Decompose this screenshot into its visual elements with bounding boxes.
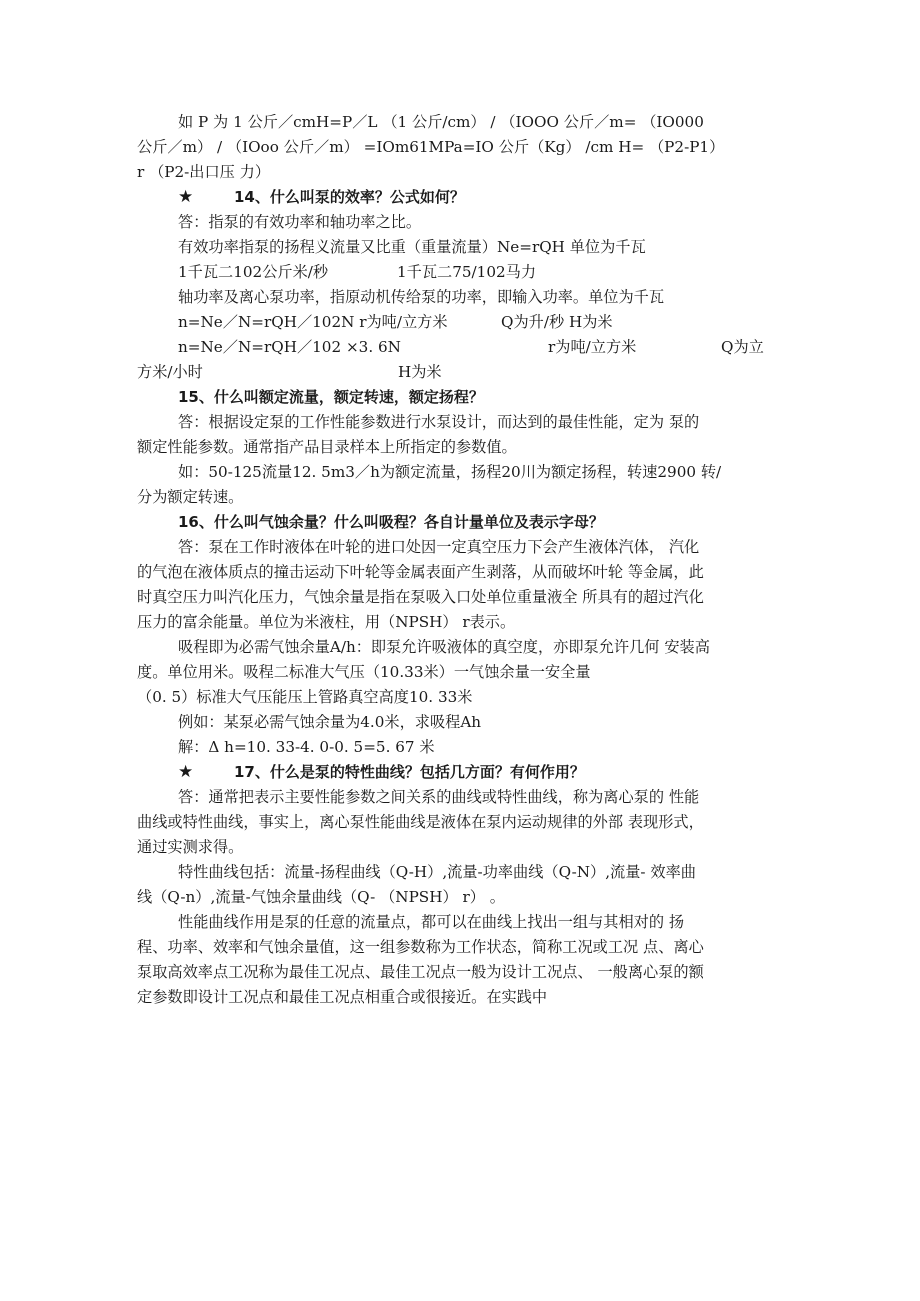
text-segment: Q为升/秒 H为米 — [501, 313, 613, 331]
text-line: 答：根据设定泵的工作性能参数进行水泵设计，而达到的最佳性能，定为 泵的 — [178, 413, 700, 431]
text-line: 分为额定转速。 — [137, 488, 244, 506]
text-segment: 方米/小时 — [137, 363, 203, 381]
text-line: r （P2-出口压 力） — [137, 163, 271, 181]
text-line: 的气泡在液体质点的撞击运动下叶轮等金属表面产生剥落，从而破坏叶轮 等金属，此 — [137, 563, 704, 581]
text-segment: n=Ne／N=rQH／102 ×3. 6N — [178, 338, 401, 356]
star-icon: ★ — [178, 187, 194, 207]
text-segment: n=Ne／N=rQH／102N r为吨/立方米 — [178, 313, 448, 331]
text-line: 公斤／m） / （IOoo 公斤／m） =IOm61MPa=IO 公斤（Kg） /cm H= （P2-P1） — [137, 138, 725, 156]
text-line: 如：50-125流量12. 5m3／h为额定流量，扬程20川为额定扬程，转速2900 转/ — [178, 463, 722, 481]
text-line: 时真空压力叫汽化压力，气蚀余量是指在泵吸入口处单位重量液全 所具有的超过汽化 — [137, 588, 704, 606]
text-line: 吸程即为必需气蚀余量A/h：即泵允许吸液体的真空度，亦即泵允许几何 安装高 — [178, 638, 710, 656]
text-line: 解：Δ h=10. 33-4. 0-0. 5=5. 67 米 — [178, 738, 435, 756]
text-line: 答：指泵的有效功率和轴功率之比。 — [178, 213, 421, 231]
text-line: 曲线或特性曲线，事实上，离心泵性能曲线是液体在泵内运动规律的外部 表现形式， — [137, 813, 704, 831]
question-heading: 15、什么叫额定流量，额定转速，额定扬程？ — [178, 388, 484, 406]
text-line: 压力的富余能量。单位为米液柱，用（NPSH） r表示。 — [137, 613, 516, 631]
text-line: 答：泵在工作时液体在叶轮的进口处因一定真空压力下会产生液体汽体， 汽化 — [178, 538, 700, 556]
heading-text: 17、什么是泵的特性曲线？包括几方面？有何作用？ — [234, 763, 585, 781]
text-line: 如 P 为 1 公斤／cmH=P／L （1 公斤/cm） / （IOOO 公斤／m= （IO000 — [178, 113, 704, 131]
text-line: 答：通常把表示主要性能参数之间关系的曲线或特性曲线，称为离心泵的 性能 — [178, 788, 700, 806]
text-line: 特性曲线包括：流量-扬程曲线（Q-H）,流量-功率曲线（Q-N）,流量- 效率曲 — [178, 863, 696, 881]
text-line: 轴功率及离心泵功率，指原动机传给泵的功率，即输入功率。单位为千瓦 — [178, 288, 664, 306]
text-segment: H为米 — [398, 363, 442, 381]
text-line: 例如：某泵必需气蚀余量为4.0米，求吸程Ah — [178, 713, 482, 731]
text-segment: r为吨/立方米 — [548, 338, 637, 356]
text-segment: Q为立 — [721, 338, 764, 356]
text-segment: 1千瓦二102公斤米/秒 — [178, 263, 329, 281]
heading-text: 14、什么叫泵的效率？公式如何？ — [234, 188, 465, 206]
text-line: 有效功率指泵的扬程义流量又比重（重量流量）Ne=rQH 单位为千瓦 — [178, 238, 646, 256]
question-heading — [178, 762, 585, 782]
text-line: 通过实测求得。 — [137, 838, 244, 856]
text-line: 度。单位用米。吸程二标准大气压（10.33米）一气蚀余量一安全量 — [137, 663, 591, 681]
question-heading — [178, 187, 465, 207]
text-line: 定参数即设计工况点和最佳工况点相重合或很接近。在实践中 — [137, 988, 548, 1006]
text-line: 程、功率、效率和气蚀余量值，这一组参数称为工作状态，简称工况或工况 点、离心 — [137, 938, 704, 956]
star-icon: ★ — [178, 762, 194, 782]
text-line: 线（Q-n）,流量-气蚀余量曲线（Q- （NPSH） r） 。 — [137, 888, 505, 906]
text-line: 泵取高效率点工况称为最佳工况点、最佳工况点一般为设计工况点、 一般离心泵的额 — [137, 963, 704, 981]
question-heading: 16、什么叫气蚀余量？什么叫吸程？各自计量单位及表示字母？ — [178, 513, 604, 531]
text-line: 额定性能参数。通常指产品目录样本上所指定的参数值。 — [137, 438, 517, 456]
text-line: 性能曲线作用是泵的任意的流量点，都可以在曲线上找出一组与其相对的 扬 — [178, 913, 685, 931]
text-segment: 1千瓦二75/102马力 — [397, 263, 537, 281]
text-line: （0. 5）标准大气压能压上管路真空高度10. 33米 — [137, 688, 473, 706]
